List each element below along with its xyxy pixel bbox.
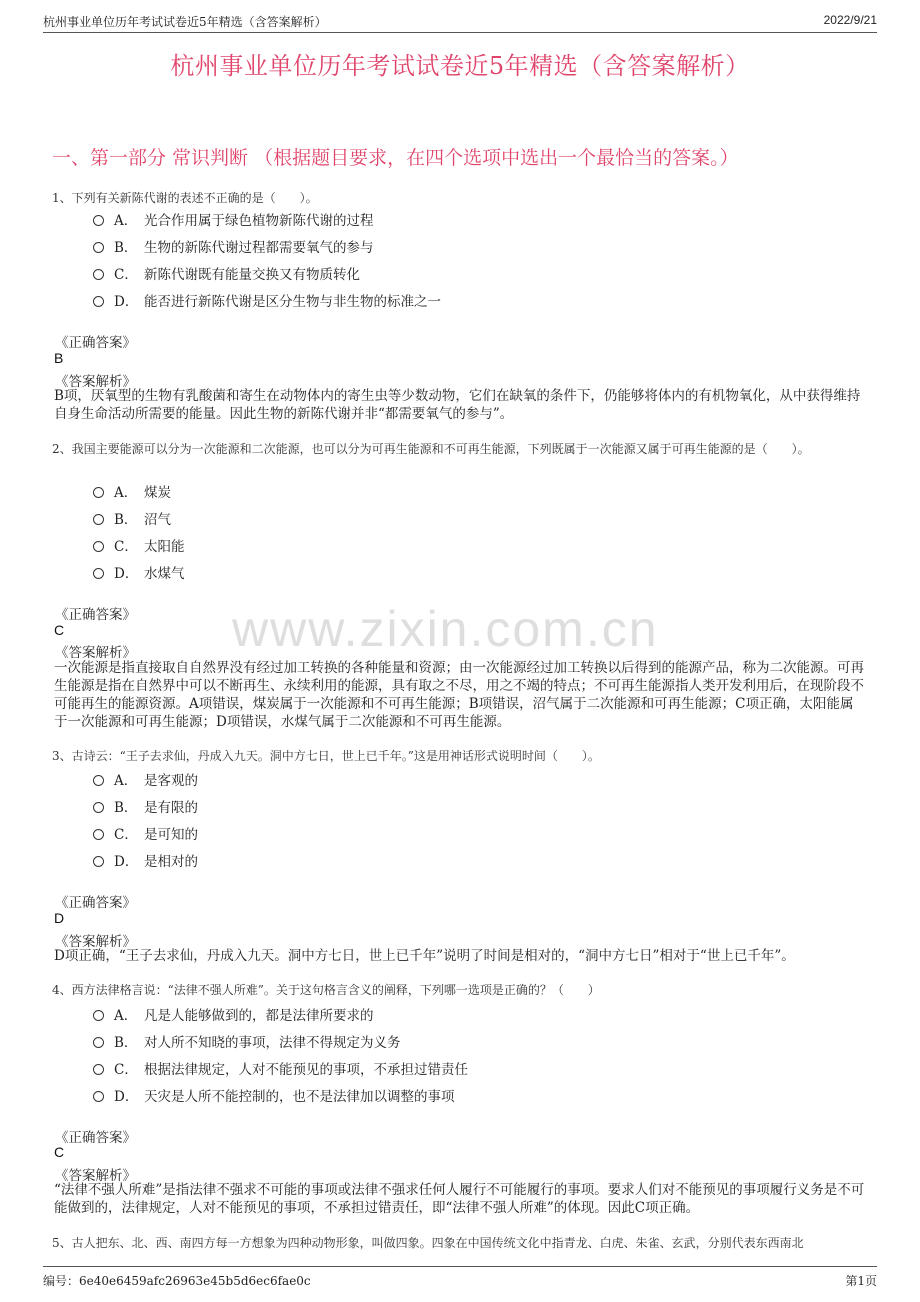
question-2-option-b[interactable]: B． 沼气 — [93, 508, 171, 528]
explanation-label: 《答案解析》 — [55, 374, 136, 390]
radio-icon[interactable] — [93, 775, 104, 786]
question-2-option-d[interactable]: D． 水煤气 — [93, 562, 185, 582]
radio-icon[interactable] — [93, 269, 104, 280]
radio-icon[interactable] — [93, 242, 104, 253]
question-3-option-d[interactable]: D． 是相对的 — [93, 850, 198, 870]
question-3-explanation: D项正确，“王子去求仙，丹成入九天。洞中方七日，世上已千年”说明了时间是相对的，“洞中方七日”相对于“世上已千年”。 — [54, 948, 795, 964]
explanation-label: 《答案解析》 — [55, 645, 136, 661]
question-1-stem: 1、下列有关新陈代谢的表述不正确的是（ ）。 — [52, 191, 318, 205]
question-1-option-a[interactable]: A． 光合作用属于绿色植物新陈代谢的过程 — [93, 209, 374, 229]
question-4-option-a[interactable]: A． 凡是人能够做到的，都是法律所要求的 — [93, 1004, 374, 1024]
question-4-answer: C — [54, 1144, 65, 1160]
section-heading: 一、第一部分 常识判断 （根据题目要求，在四个选项中选出一个最恰当的答案。） — [52, 147, 739, 169]
radio-icon[interactable] — [93, 541, 104, 552]
question-5-stem: 5、古人把东、北、西、南四方每一方想象为四种动物形象，叫做四象。四象在中国传统文化中指青龙、白虎、朱雀、玄武，分别代表东西南北 — [52, 1236, 804, 1250]
question-2-stem: 2、我国主要能源可以分为一次能源和二次能源，也可以分为可再生能源和不可再生能源，下列既属于一次能源又属于可再生能源的是（ ）。 — [52, 442, 810, 456]
question-4-explanation: “法律不强人所难”是指法律不强求不可能的事项或法律不强求任何人履行不可能履行的事项。要求人们对不能预见的事项履行义务是不可能做到的，法律规定，人对不能预见的事项，不承担过错责任，即“法律不强人所难”的体现。因此C项正确。 — [54, 1182, 865, 1216]
answer-label: 《正确答案》 — [55, 607, 136, 623]
question-4-option-b[interactable]: B． 对人所不知晓的事项，法律不得规定为义务 — [93, 1031, 401, 1051]
page-footer — [43, 1266, 877, 1291]
question-3-option-a[interactable]: A． 是客观的 — [93, 769, 198, 789]
answer-label: 《正确答案》 — [55, 335, 136, 351]
answer-label: 《正确答案》 — [55, 895, 136, 911]
header-date: 2022/9/21 — [823, 13, 877, 27]
question-4-option-c[interactable]: C． 根据法律规定，人对不能预见的事项，不承担过错责任 — [93, 1058, 468, 1078]
radio-icon[interactable] — [93, 514, 104, 525]
question-3-option-b[interactable]: B． 是有限的 — [93, 796, 198, 816]
question-3-option-c[interactable]: C． 是可知的 — [93, 823, 198, 843]
watermark: www.zixin.com.cn — [232, 601, 659, 657]
radio-icon[interactable] — [93, 802, 104, 813]
question-1-answer: B — [54, 350, 64, 366]
radio-icon[interactable] — [93, 1091, 104, 1102]
explanation-label: 《答案解析》 — [55, 1168, 136, 1184]
question-4-option-d[interactable]: D． 天灾是人所不能控制的，也不是法律加以调整的事项 — [93, 1085, 455, 1105]
question-2-option-c[interactable]: C． 太阳能 — [93, 535, 185, 555]
document-id: 编号：6e40e6459afc26963e45b5d6ec6fae0c — [43, 1274, 311, 1288]
question-1-option-d[interactable]: D． 能否进行新陈代谢是区分生物与非生物的标准之一 — [93, 290, 441, 310]
radio-icon[interactable] — [93, 296, 104, 307]
question-2-answer: C — [54, 622, 65, 638]
explanation-label: 《答案解析》 — [55, 934, 136, 950]
question-2-explanation: 一次能源是指直接取自自然界没有经过加工转换的各种能量和资源；由一次能源经过加工转换以后得到的能源产品，称为二次能源。可再生能源是指在自然界中可以不断再生、永续利用的能源，具有取之不尽，用之不竭的特点；不可再生能源指人类开发利用后，在现阶段不可能再生的能源资源。A项错误，煤炭属于一次能源和不可再生能源；B项错误，沼气属于二次能源和可再生能源；C项正确，太阳能属于一次能源和可再生能源；D项错误，水煤气属于二次能源和不可再生能源。 — [54, 660, 864, 730]
answer-label: 《正确答案》 — [55, 1130, 136, 1146]
radio-icon[interactable] — [93, 1064, 104, 1075]
question-1-explanation: B项，厌氧型的生物有乳酸菌和寄生在动物体内的寄生虫等少数动物，它们在缺氧的条件下，仍能够将体内的有机物氧化，从中获得维持自身生命活动所需要的能量。因此生物的新陈代谢并非“都需要氧气的参与”。 — [54, 388, 861, 422]
radio-icon[interactable] — [93, 1010, 104, 1021]
radio-icon[interactable] — [93, 568, 104, 579]
radio-icon[interactable] — [93, 487, 104, 498]
question-4-stem: 4、西方法律格言说：“法律不强人所难”。关于这句格言含义的阐释，下列哪一选项是正确的？（ ） — [52, 983, 600, 997]
page-header — [43, 10, 877, 33]
question-1-option-c[interactable]: C． 新陈代谢既有能量交换又有物质转化 — [93, 263, 360, 283]
header-title: 杭州事业单位历年考试试卷近5年精选（含答案解析） — [43, 15, 327, 29]
question-2-option-a[interactable]: A． 煤炭 — [93, 481, 171, 501]
radio-icon[interactable] — [93, 829, 104, 840]
radio-icon[interactable] — [93, 215, 104, 226]
radio-icon[interactable] — [93, 856, 104, 867]
question-3-answer: D — [54, 910, 65, 926]
question-3-stem: 3、古诗云：“王子去求仙，丹成入九天。洞中方七日，世上已千年。”这是用神话形式说明时间（ ）。 — [52, 749, 600, 763]
document-title: 杭州事业单位历年考试试卷近5年精选（含答案解析） — [170, 52, 750, 80]
page-number: 第1页 — [845, 1274, 877, 1288]
question-1-option-b[interactable]: B． 生物的新陈代谢过程都需要氧气的参与 — [93, 236, 374, 256]
radio-icon[interactable] — [93, 1037, 104, 1048]
